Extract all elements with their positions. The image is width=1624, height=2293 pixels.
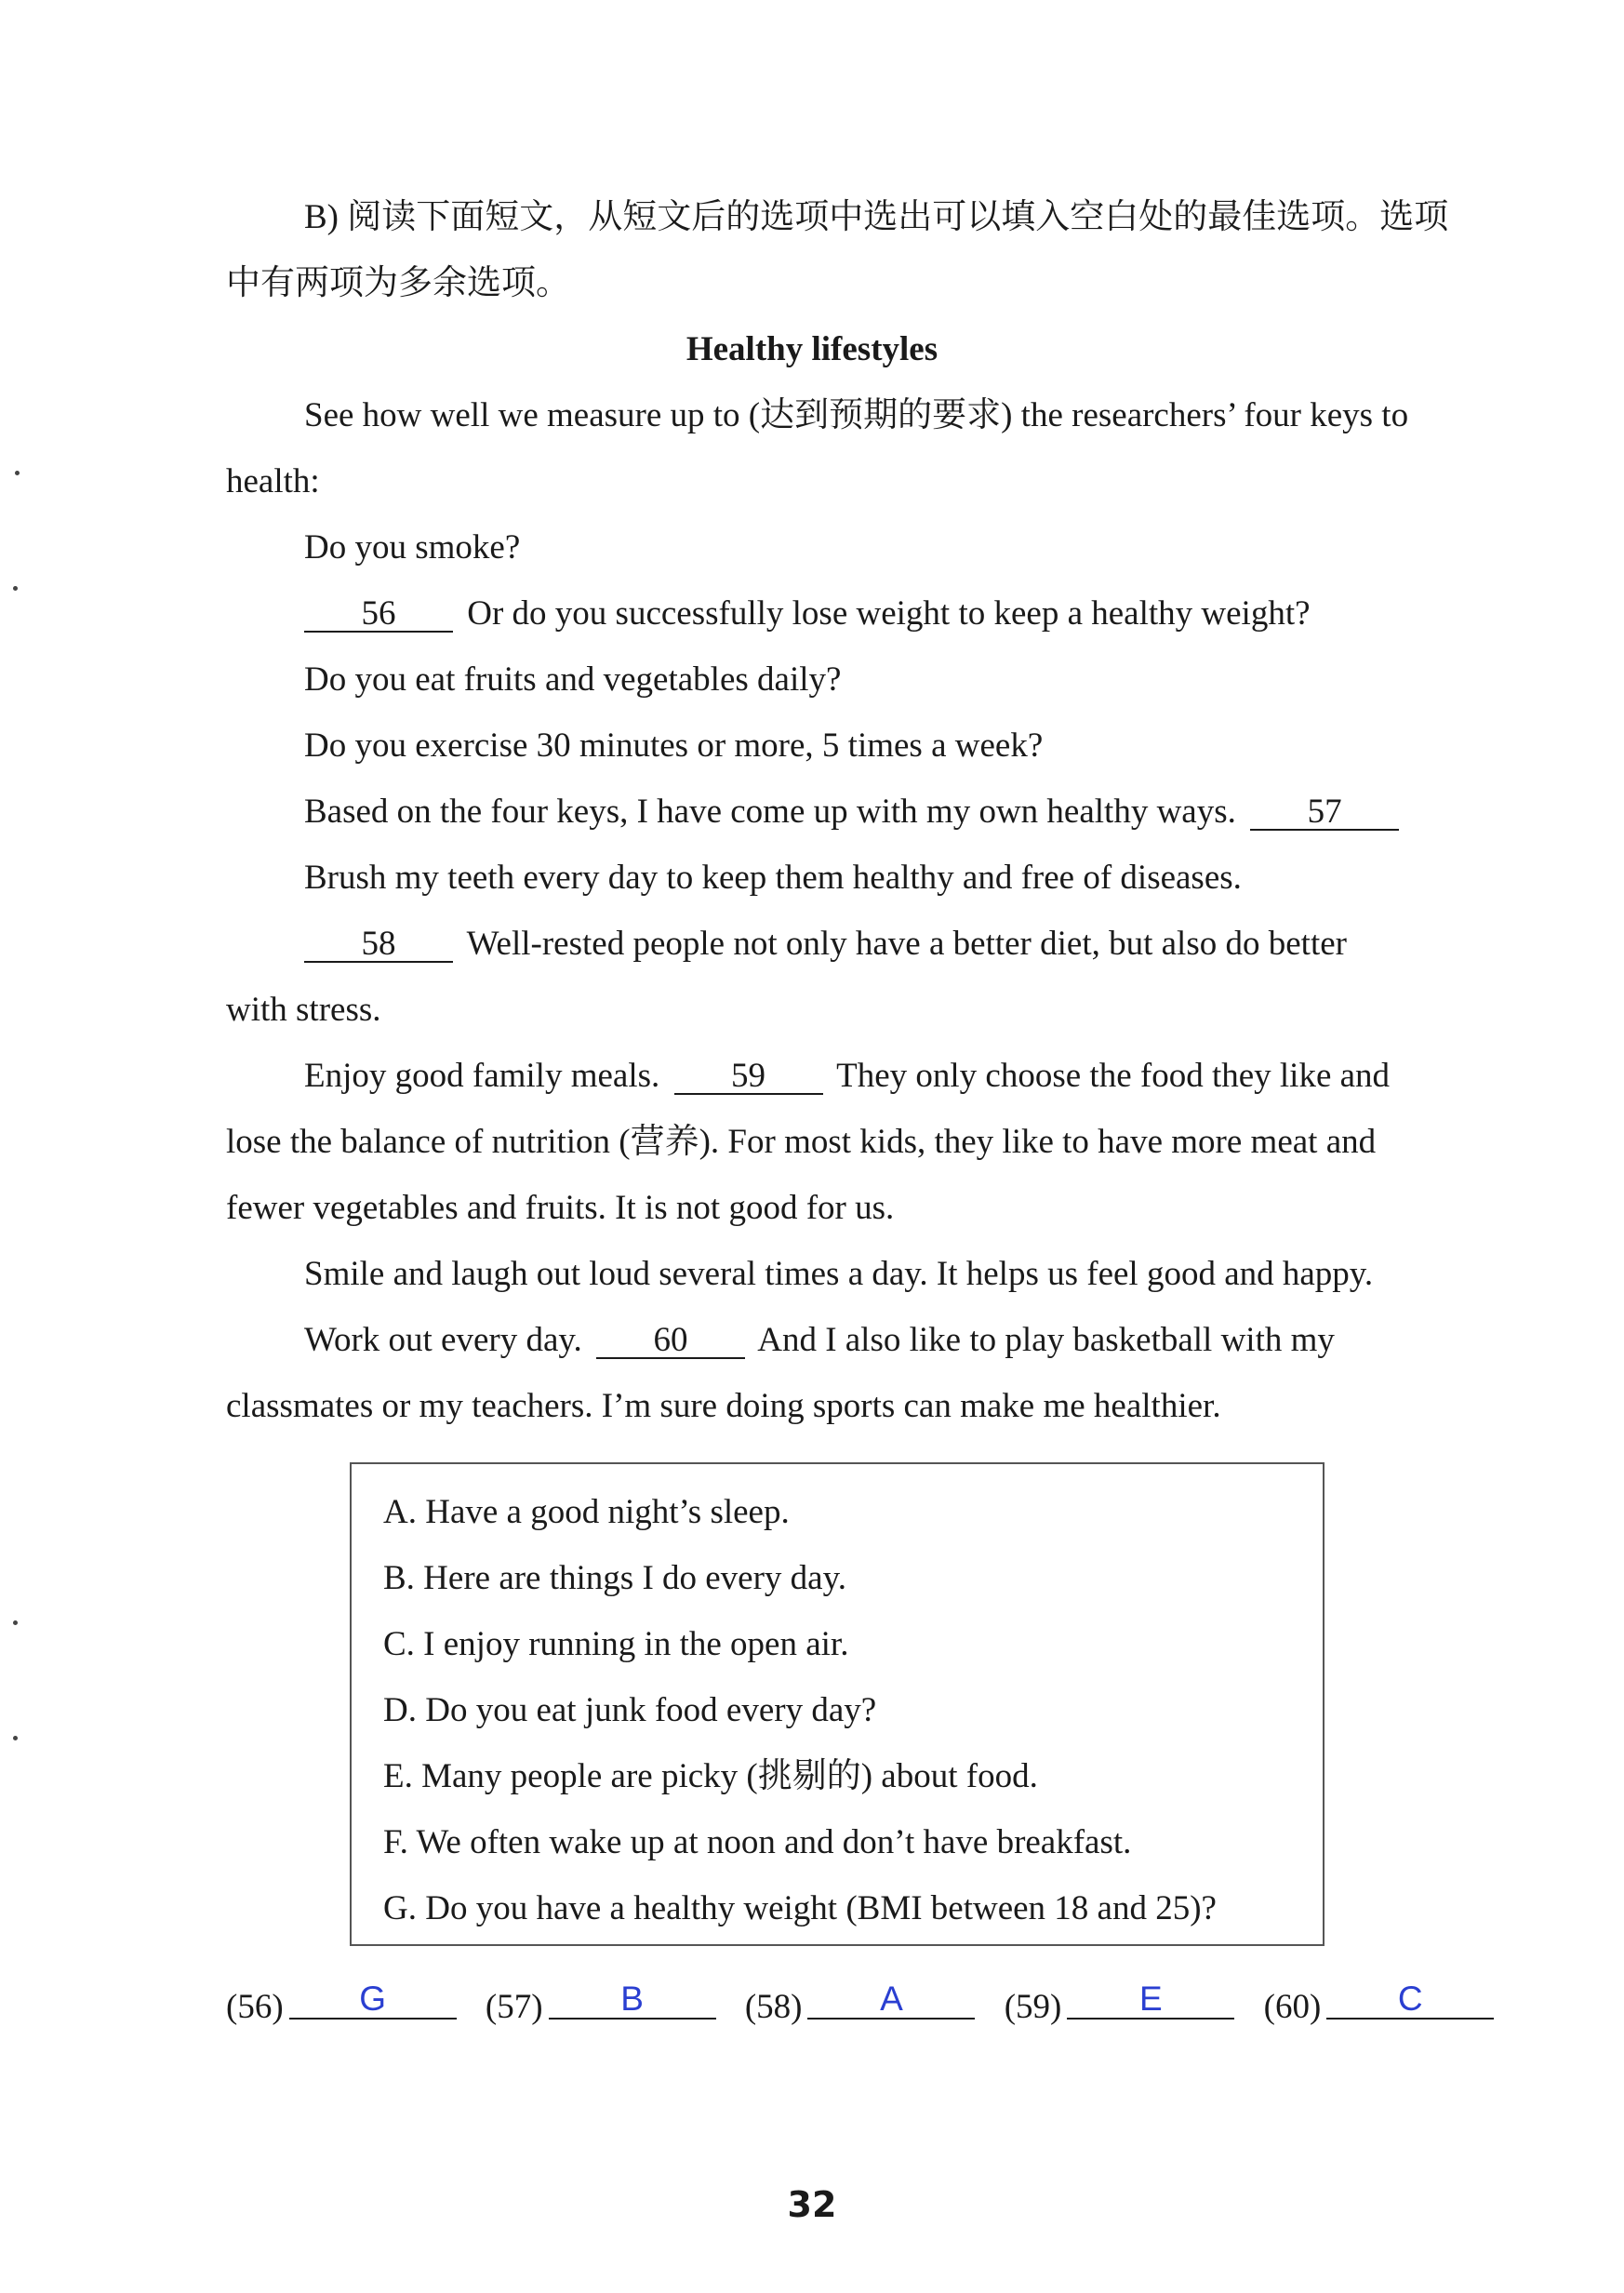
- option-c: C. I enjoy running in the open air.: [383, 1625, 849, 1663]
- question-weight-line: [304, 592, 1311, 636]
- answer-56: [226, 1980, 457, 2035]
- passage-intro-line-1: See how well we measure up to (达到预期的要求) the researchers’ four keys to: [304, 396, 1409, 434]
- answer-label: (59): [1004, 1988, 1062, 2026]
- answer-label: (57): [485, 1988, 543, 2026]
- answer-60: [1264, 1980, 1495, 2035]
- brush-teeth-text: Brush my teeth every day to keep them healthy and free of diseases.: [304, 859, 1242, 897]
- question-smoke: Do you smoke?: [304, 528, 521, 567]
- option-d: D. Do you eat junk food every day?: [383, 1691, 877, 1729]
- option-e: E. Many people are picky (挑剔的) about food.: [383, 1757, 1038, 1795]
- answer-58: [745, 1980, 976, 2035]
- family-meals-text-2: They only choose the food they like and: [836, 1057, 1391, 1095]
- scan-mark: [15, 471, 20, 475]
- work-out-text-3: classmates or my teachers. I’m sure doing sports can make me healthier.: [226, 1387, 1221, 1425]
- question-weight: Or do you successfully lose weight to keep a healthy weight?: [467, 594, 1311, 633]
- scan-mark: [13, 1620, 18, 1625]
- option-a: A. Have a good night’s sleep.: [383, 1493, 790, 1531]
- based-on-keys-text: Based on the four keys, I have come up with my own healthy ways.: [304, 793, 1236, 831]
- blank-60: 60: [596, 1324, 745, 1359]
- based-on-keys-line: [304, 790, 1404, 834]
- answer-label: (56): [226, 1988, 284, 2026]
- passage-title: Healthy lifestyles: [686, 330, 938, 368]
- answer-value[interactable]: A: [807, 1980, 975, 2020]
- blank-56: 56: [304, 597, 453, 633]
- answer-value[interactable]: E: [1067, 1980, 1234, 2020]
- answer-57: [486, 1980, 716, 2035]
- smile-text: Smile and laugh out loud several times a day. It helps us feel good and happy.: [304, 1255, 1374, 1293]
- instructions-line-2: 中有两项为多余选项。: [226, 264, 570, 302]
- answer-value[interactable]: G: [289, 1980, 457, 2020]
- work-out-text-2: And I also like to play basketball with my: [757, 1321, 1335, 1359]
- scan-mark: [13, 1736, 18, 1740]
- work-out-line: [304, 1318, 1335, 1363]
- well-rested-line: [304, 922, 1347, 967]
- well-rested-text: Well-rested people not only have a better diet, but also do better: [466, 925, 1347, 963]
- instructions-line-1: B) 阅读下面短文，从短文后的选项中选出可以填入空白处的最佳选项。选项: [304, 198, 1449, 236]
- family-meals-line: [304, 1054, 1390, 1099]
- well-rested-text-2: with stress.: [226, 991, 381, 1029]
- family-meals-text-3: lose the balance of nutrition (营养). For most kids, they like to have more meat and: [226, 1123, 1377, 1161]
- options-box: [350, 1462, 1324, 1946]
- family-meals-text-4: fewer vegetables and fruits. It is not good for us.: [226, 1189, 895, 1227]
- blank-58: 58: [304, 927, 453, 963]
- answer-label: (58): [744, 1988, 803, 2026]
- question-fruits: Do you eat fruits and vegetables daily?: [304, 660, 842, 699]
- option-f: F. We often wake up at noon and don’t have breakfast.: [383, 1823, 1132, 1861]
- blank-57: 57: [1250, 795, 1399, 831]
- answer-value[interactable]: B: [549, 1980, 716, 2020]
- answer-59: [1005, 1980, 1235, 2035]
- answer-label: (60): [1263, 1988, 1322, 2026]
- blank-59: 59: [674, 1060, 823, 1095]
- scan-mark: [13, 586, 18, 591]
- passage-intro-line-2: health:: [226, 462, 320, 500]
- answer-row: [226, 1980, 1514, 2035]
- option-g: G. Do you have a healthy weight (BMI between 18 and 25)?: [383, 1889, 1217, 1927]
- page-number: 32: [787, 2184, 837, 2225]
- family-meals-text: Enjoy good family meals.: [304, 1057, 660, 1095]
- answer-value[interactable]: C: [1326, 1980, 1494, 2020]
- question-exercise: Do you exercise 30 minutes or more, 5 times a week?: [304, 727, 1044, 765]
- option-b: B. Here are things I do every day.: [383, 1559, 846, 1597]
- work-out-text: Work out every day.: [304, 1321, 582, 1359]
